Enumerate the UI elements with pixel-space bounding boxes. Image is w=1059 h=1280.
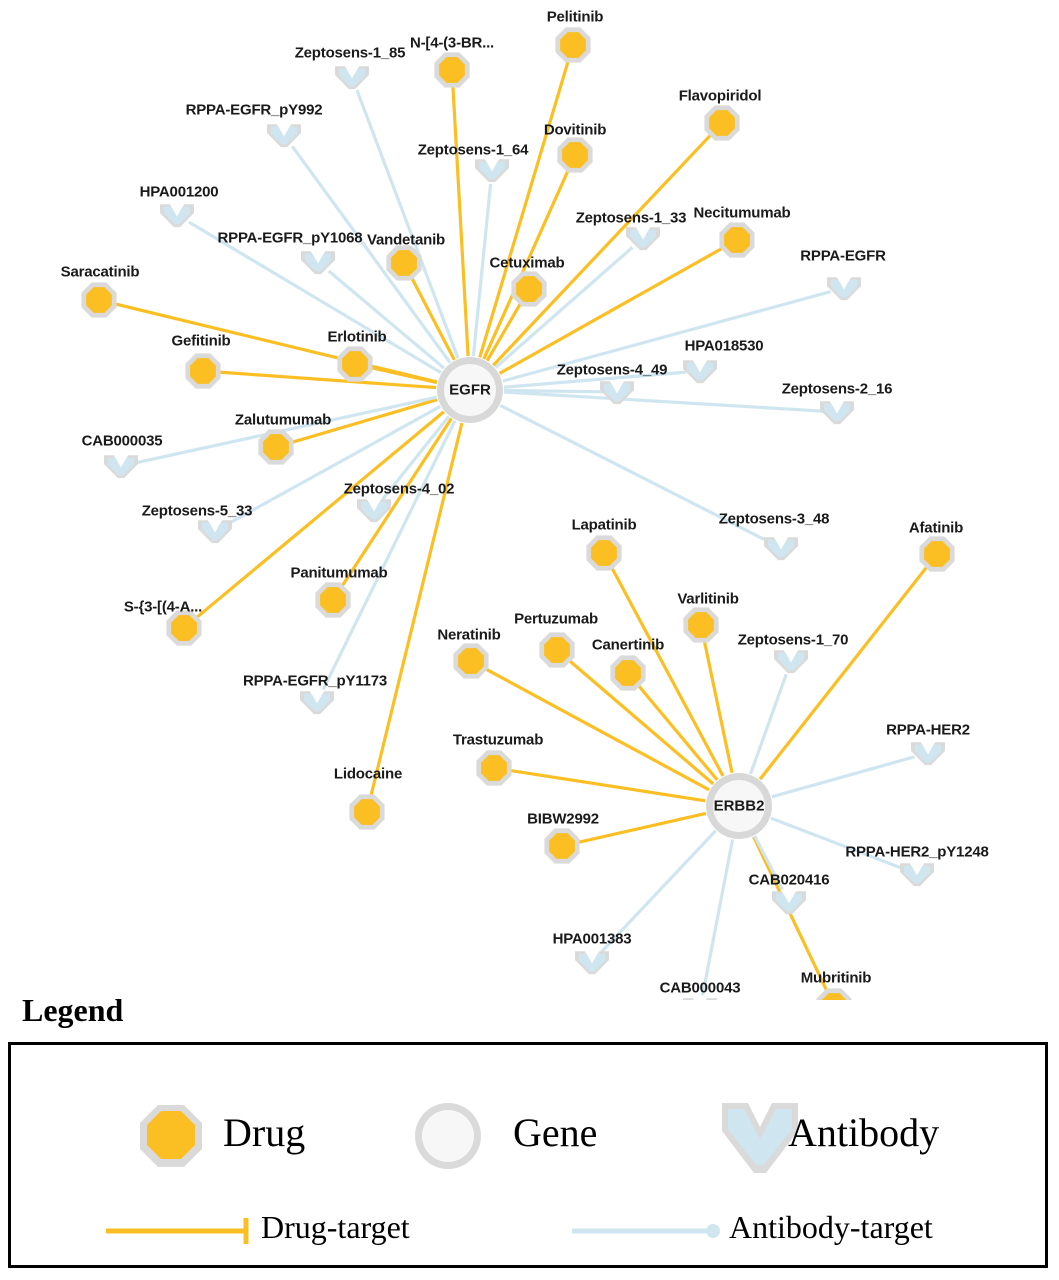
antibody-label: RPPA-EGFR bbox=[800, 247, 886, 265]
drug-node[interactable] bbox=[511, 271, 546, 306]
drug-node[interactable] bbox=[610, 655, 645, 690]
antibody-label: Zeptosens-4_49 bbox=[556, 361, 668, 379]
antibody-node[interactable] bbox=[575, 951, 609, 974]
antibody-node[interactable] bbox=[827, 277, 861, 300]
antibody-label: Zeptosens-1_70 bbox=[737, 631, 849, 649]
antibody-label: RPPA-EGFR_pY1068 bbox=[217, 229, 363, 247]
drug-label: Vandetanib bbox=[366, 231, 446, 249]
drug-label: Canertinib bbox=[591, 636, 665, 654]
antibody-label: RPPA-HER2_pY1248 bbox=[845, 843, 989, 861]
drug-label: BIBW2992 bbox=[527, 810, 599, 828]
antibody-target-edge bbox=[772, 757, 915, 797]
drug-label: Zalutumumab bbox=[234, 411, 332, 429]
antibody-node[interactable] bbox=[198, 520, 232, 543]
legend-box bbox=[8, 1042, 1048, 1268]
drug-label: Erlotinib bbox=[327, 328, 387, 346]
drug-node[interactable] bbox=[386, 245, 421, 280]
gene-label: ERBB2 bbox=[713, 797, 765, 815]
legend-heading: Legend bbox=[22, 992, 124, 1028]
antibody-target-edge bbox=[703, 839, 733, 995]
antibody-node[interactable] bbox=[772, 891, 806, 914]
drug-node[interactable] bbox=[434, 52, 469, 87]
antibody-label: RPPA-EGFR_pY1173 bbox=[242, 672, 388, 690]
drug-node[interactable] bbox=[315, 582, 350, 617]
drug-target-edge bbox=[637, 684, 717, 780]
legend-gene-icon bbox=[415, 1103, 481, 1169]
drug-label: Pertuzumab bbox=[514, 610, 598, 628]
antibody-target-edge bbox=[504, 392, 823, 411]
drug-label: Flavopiridol bbox=[678, 87, 762, 105]
drug-target-edge bbox=[480, 58, 569, 357]
antibody-node[interactable] bbox=[764, 537, 798, 560]
antibody-label: HPA001383 bbox=[552, 930, 632, 948]
antibody-node[interactable] bbox=[104, 455, 138, 478]
drug-target-edge bbox=[453, 84, 468, 356]
antibody-target-edge bbox=[357, 90, 458, 358]
drug-node[interactable] bbox=[555, 27, 590, 62]
antibody-label: CAB000035 bbox=[81, 432, 163, 450]
antibody-label: HPA001200 bbox=[139, 183, 219, 201]
legend-drug-target-edge bbox=[106, 1218, 246, 1244]
drug-label: Trastuzumab bbox=[452, 731, 544, 749]
antibody-label: Zeptosens-5_33 bbox=[141, 502, 253, 520]
drug-label: Neratinib bbox=[437, 626, 501, 644]
drug-node[interactable] bbox=[544, 828, 579, 863]
drug-label: Dovitinib bbox=[543, 121, 607, 139]
drug-target-edge bbox=[370, 423, 462, 798]
drug-target-edge bbox=[760, 565, 928, 779]
drug-label: S-{3-[(4-A... bbox=[123, 598, 203, 616]
legend-antibody-target-edge bbox=[572, 1224, 720, 1238]
drug-label: N-[4-(3-BR... bbox=[409, 34, 495, 52]
drug-node[interactable] bbox=[166, 610, 201, 645]
drug-node[interactable] bbox=[816, 988, 851, 1000]
antibody-node[interactable] bbox=[267, 124, 301, 147]
drug-label: Lapatinib bbox=[571, 516, 637, 534]
drug-node[interactable] bbox=[539, 632, 574, 667]
legend-drug-icon bbox=[140, 1105, 202, 1167]
drug-label: Saracatinib bbox=[60, 263, 140, 281]
legend-label-drug-target: Drug-target bbox=[261, 1209, 410, 1245]
antibody-label: Zeptosens-1_64 bbox=[417, 141, 529, 159]
drug-label: Afatinib bbox=[908, 519, 964, 537]
drug-label: Gefitinib bbox=[171, 332, 231, 350]
drug-node[interactable] bbox=[337, 346, 372, 381]
drug-node[interactable] bbox=[349, 794, 384, 829]
drug-label: Pelitinib bbox=[546, 8, 604, 26]
antibody-node[interactable] bbox=[900, 863, 934, 886]
drug-node[interactable] bbox=[453, 643, 488, 678]
drug-node[interactable] bbox=[258, 429, 293, 464]
antibody-node[interactable] bbox=[820, 401, 854, 424]
drug-label: Panitumumab bbox=[290, 564, 388, 582]
antibody-target-edge bbox=[750, 674, 786, 774]
antibody-node[interactable] bbox=[683, 998, 717, 1000]
drug-node[interactable] bbox=[919, 536, 954, 571]
drug-label: Lidocaine bbox=[333, 765, 403, 783]
drug-node[interactable] bbox=[185, 353, 220, 388]
legend-label-antibody: Antibody bbox=[788, 1110, 940, 1155]
antibody-label: HPA018530 bbox=[684, 337, 764, 355]
gene-label: EGFR bbox=[449, 381, 491, 399]
drug-node[interactable] bbox=[557, 137, 592, 172]
antibody-label: Zeptosens-1_33 bbox=[575, 209, 687, 227]
drug-node[interactable] bbox=[719, 222, 754, 257]
drug-node[interactable] bbox=[586, 535, 621, 570]
antibody-node[interactable] bbox=[475, 159, 509, 182]
antibody-label: Zeptosens-2_16 bbox=[781, 380, 893, 398]
drug-node[interactable] bbox=[683, 607, 718, 642]
antibody-label: Zeptosens-1_85 bbox=[294, 44, 406, 62]
antibody-label: RPPA-EGFR_pY992 bbox=[185, 101, 323, 119]
antibody-node[interactable] bbox=[300, 691, 334, 714]
legend-label-gene: Gene bbox=[513, 1110, 598, 1155]
antibody-node[interactable] bbox=[774, 650, 808, 673]
legend-antibody-icon bbox=[722, 1103, 798, 1173]
drug-node[interactable] bbox=[81, 282, 116, 317]
drug-target-edge bbox=[369, 367, 437, 382]
legend-label-drug: Drug bbox=[223, 1110, 306, 1155]
antibody-node[interactable] bbox=[911, 742, 945, 765]
antibody-label: CAB020416 bbox=[748, 871, 830, 889]
antibody-node[interactable] bbox=[335, 66, 369, 89]
drug-node[interactable] bbox=[704, 105, 739, 140]
drug-label: Varlitinib bbox=[677, 590, 739, 608]
antibody-label: RPPA-HER2 bbox=[886, 721, 970, 739]
antibody-node[interactable] bbox=[683, 360, 717, 383]
legend-label-antibody-target: Antibody-target bbox=[729, 1209, 933, 1245]
drug-node[interactable] bbox=[476, 750, 511, 785]
drug-label: Mubritinib bbox=[800, 969, 872, 987]
drug-label: Necitumumab bbox=[693, 204, 791, 222]
drug-target-edge bbox=[493, 133, 712, 365]
drug-target-edge bbox=[704, 639, 732, 773]
drug-target-edge bbox=[508, 770, 706, 801]
antibody-label: Zeptosens-4_02 bbox=[343, 480, 455, 498]
antibody-label: Zeptosens-3_48 bbox=[718, 510, 830, 528]
antibody-label: CAB000043 bbox=[659, 979, 741, 997]
drug-label: Cetuximab bbox=[489, 254, 565, 272]
